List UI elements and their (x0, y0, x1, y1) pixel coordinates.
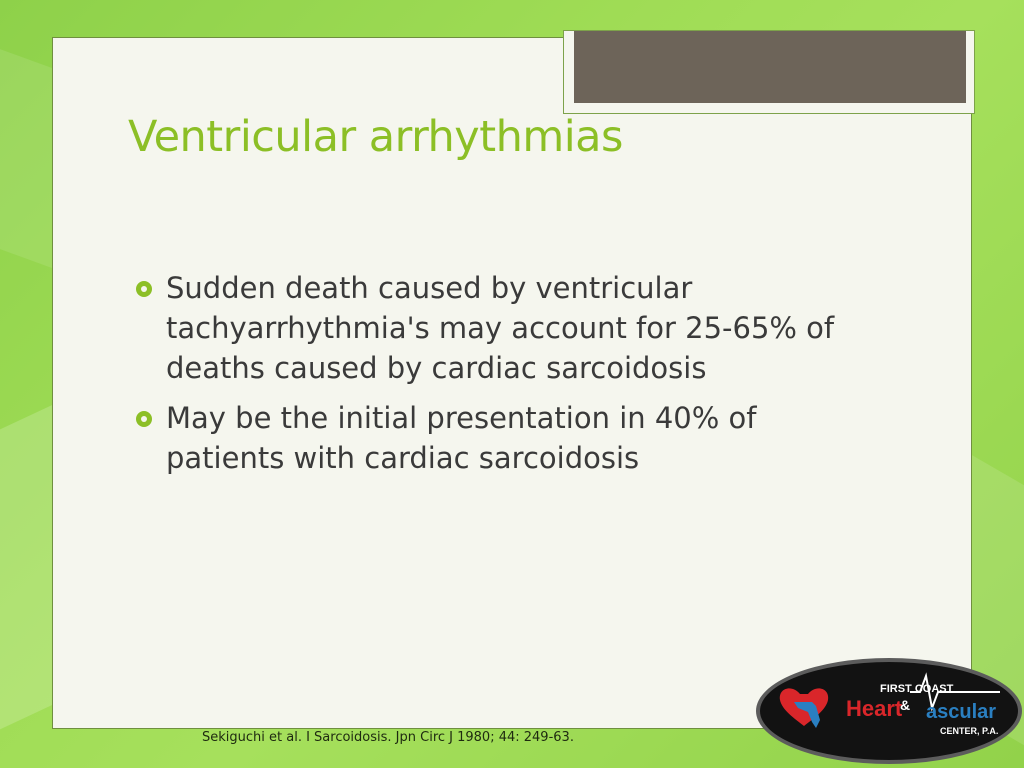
bullet-text: Sudden death caused by ventricular tachyarrhythmia's may account for 25-65% of deaths caused by cardiac sarcoidosis (166, 271, 835, 385)
logo-line3: CENTER, P.A. (940, 726, 999, 736)
first-coast-logo (756, 658, 1022, 764)
ring-bullet-icon (136, 281, 152, 297)
bullet-text: May be the initial presentation in 40% of patients with cardiac sarcoidosis (166, 401, 757, 475)
logo-amp: & (900, 697, 911, 713)
logo-graphic (760, 662, 1018, 760)
ring-bullet-icon (136, 411, 152, 427)
photo-frame (563, 30, 975, 114)
photo-placeholder (574, 31, 966, 103)
logo-heart: Heart (846, 696, 903, 721)
logo-vascular: ascular (926, 701, 997, 723)
slide-title: Ventricular arrhythmias (128, 112, 623, 162)
background-facet (0, 49, 60, 271)
bullet-item (136, 268, 836, 388)
bullet-list (136, 268, 836, 488)
citation: Sekiguchi et al. I Sarcoidosis. Jpn Circ J 1980; 44: 249-63. (202, 730, 574, 745)
logo-line1: FIRST COAST (880, 683, 954, 695)
bullet-item (136, 398, 836, 478)
